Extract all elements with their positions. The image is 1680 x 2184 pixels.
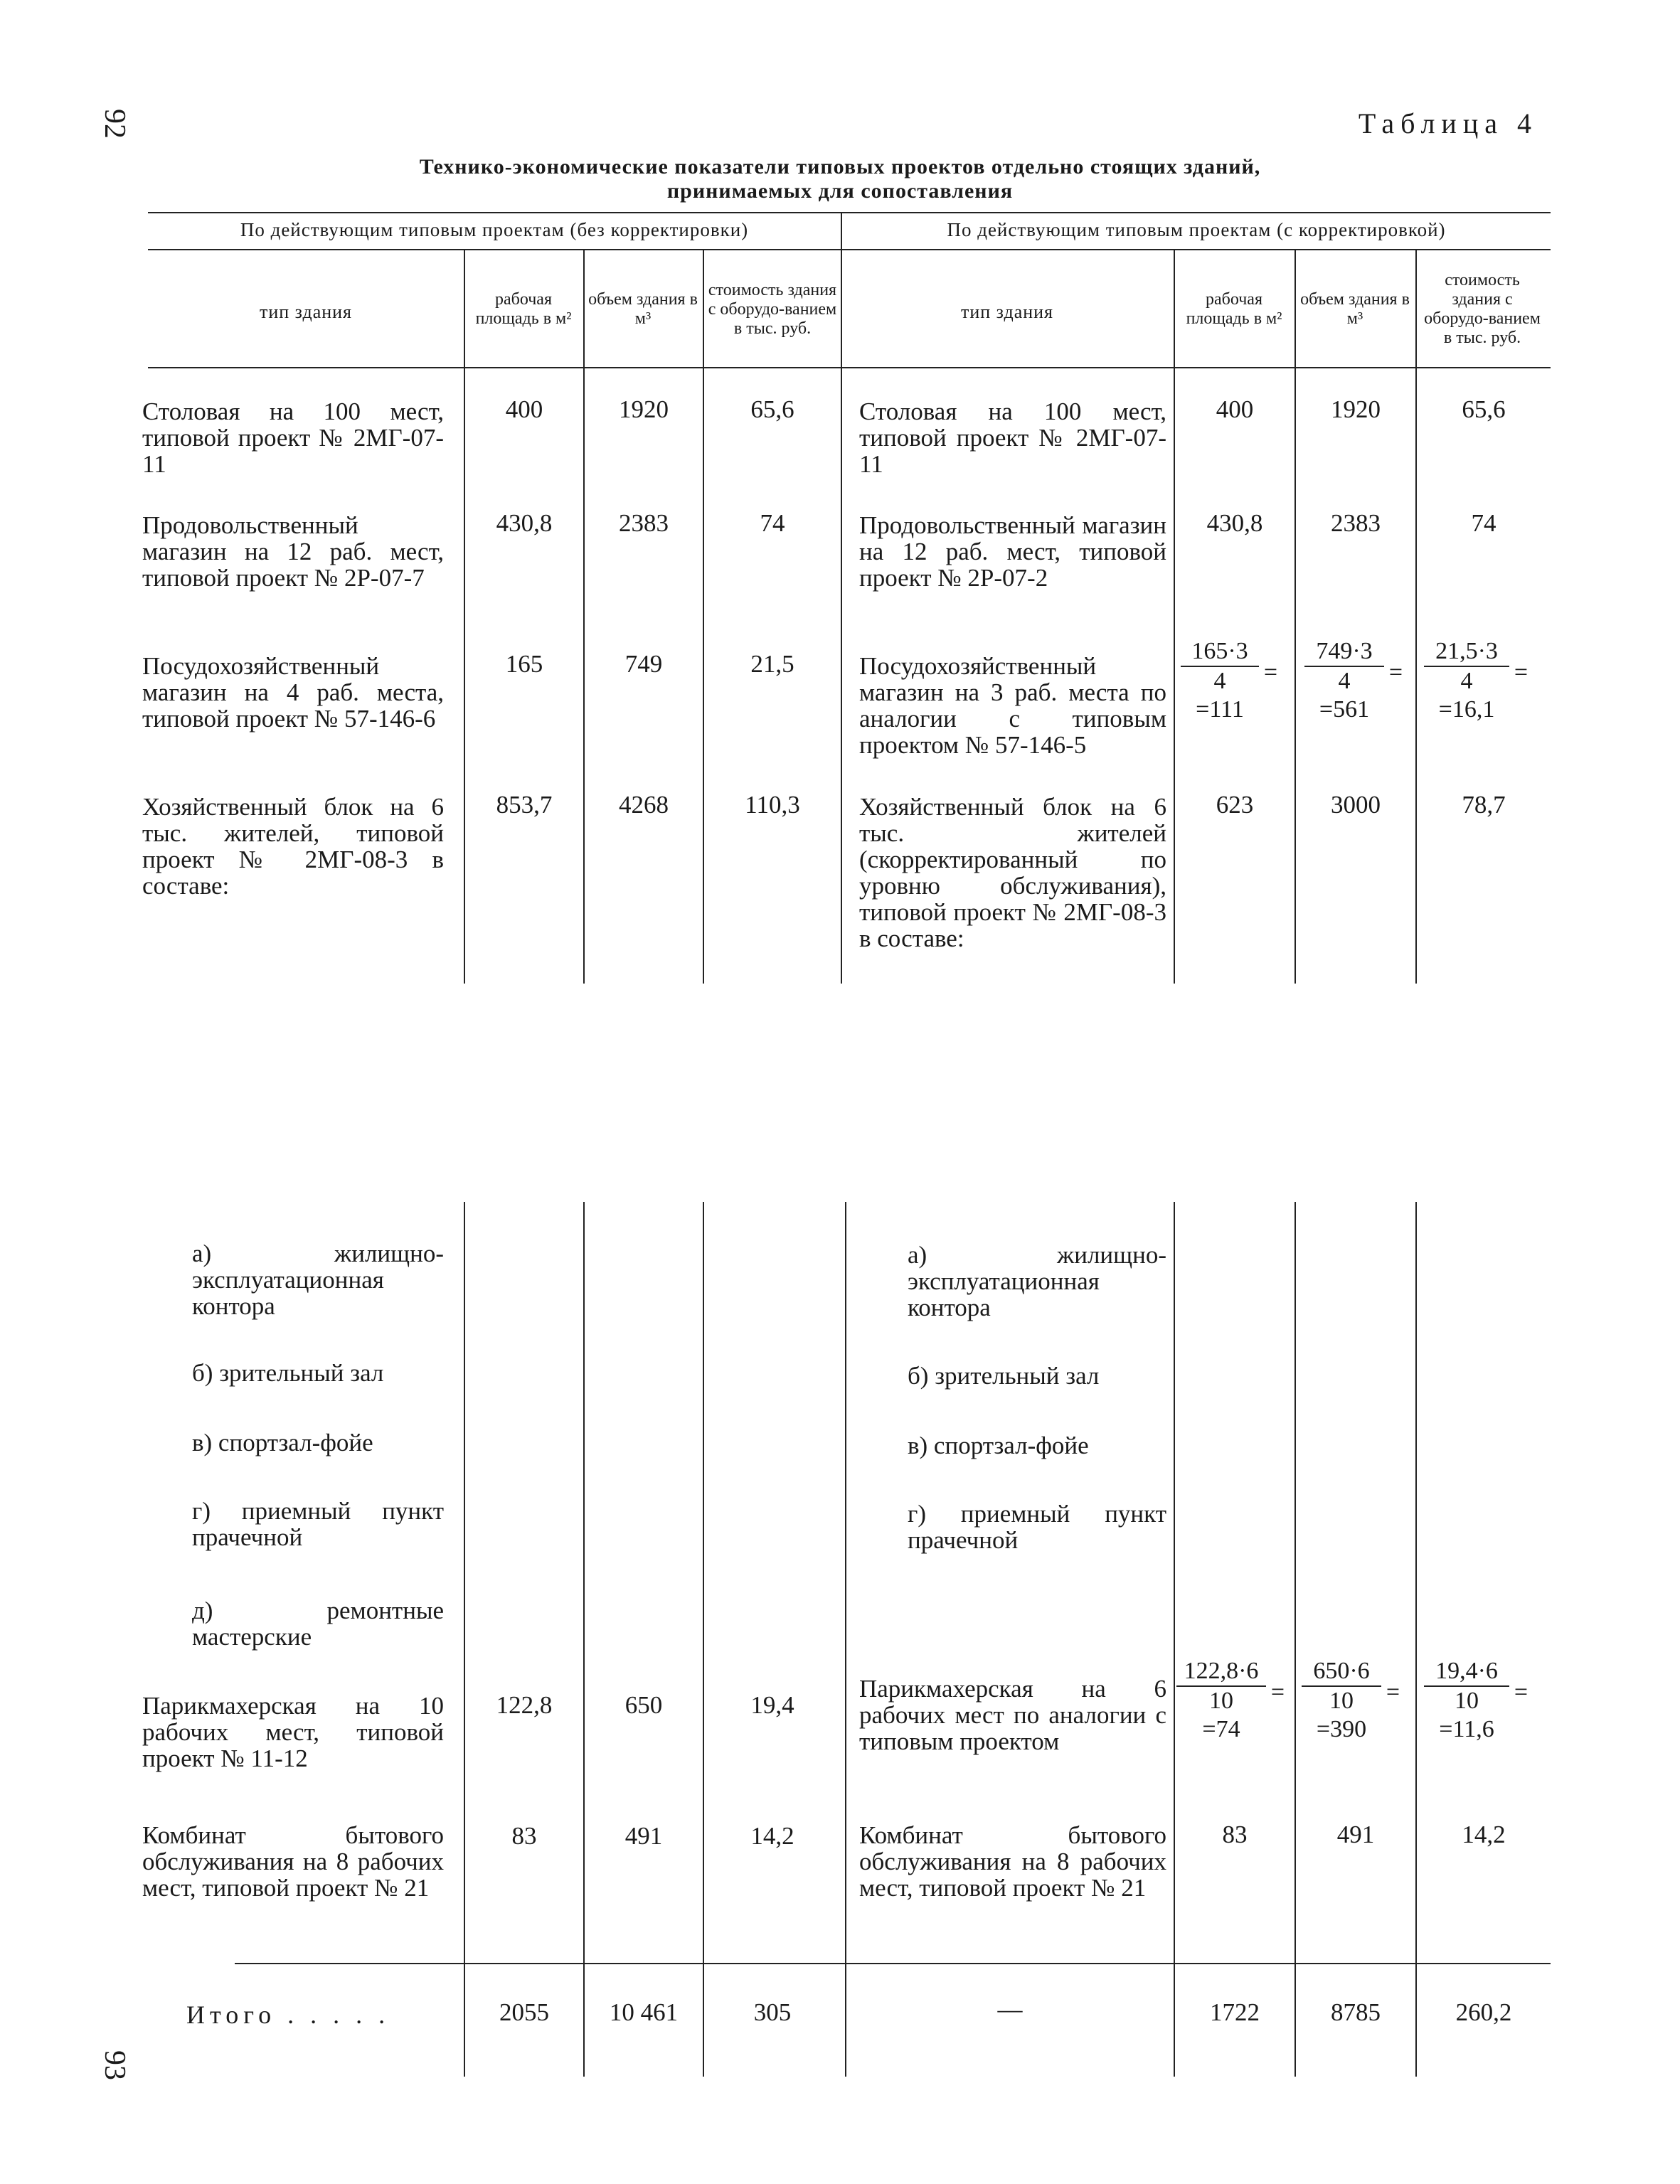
sub-left-v: в) спортзал-фойе xyxy=(192,1429,373,1456)
r5-right-volume-res: =390 xyxy=(1316,1716,1367,1742)
right-volume-header: объем здания в м³ xyxy=(1300,290,1410,328)
right-type-header: тип здания xyxy=(960,302,1054,322)
r3-left-volume: 749 xyxy=(624,650,663,678)
r4-left-volume: 4268 xyxy=(619,791,669,819)
r5-right-cost-fraction xyxy=(1424,1657,1528,1744)
r5-right-cost-res: =11,6 xyxy=(1439,1716,1494,1742)
sub-right-g: г) приемный пункт прачечной xyxy=(908,1500,1166,1554)
r5-right-volume-fraction xyxy=(1302,1657,1400,1744)
sub-right-v: в) спортзал-фойе xyxy=(908,1432,1089,1459)
r6-right-cost: 14,2 xyxy=(1462,1821,1506,1848)
r5-right-volume-eq: = xyxy=(1386,1679,1400,1705)
r5-left-volume: 650 xyxy=(624,1691,663,1719)
sub-left-b: б) зрительный зал xyxy=(192,1359,384,1387)
r6-left-volume: 491 xyxy=(624,1822,663,1850)
r3-left-area: 165 xyxy=(505,650,543,678)
r2-right-cost: 74 xyxy=(1471,509,1496,537)
r3-right-area-den: 4 xyxy=(1213,668,1226,694)
r5-right-area-fraction xyxy=(1176,1657,1285,1744)
divider-r2-lower xyxy=(1294,1202,1296,2077)
r6-left-cost: 14,2 xyxy=(750,1822,794,1850)
r5-right-area-res: =74 xyxy=(1202,1716,1240,1742)
r3-right-volume-fraction xyxy=(1304,637,1403,724)
r4-right-cost: 78,7 xyxy=(1462,791,1506,819)
rule-total xyxy=(235,1963,1551,1964)
r5-left-cost: 19,4 xyxy=(750,1691,794,1719)
r3-right-area-eq: = xyxy=(1263,659,1277,686)
divider-l1 xyxy=(464,249,465,984)
r2-right-area: 430,8 xyxy=(1206,509,1263,537)
r5-left-name: Парикмахерская на 10 рабочих мест, типовой проект № 11-12 xyxy=(142,1692,444,1772)
divider-l2 xyxy=(583,249,585,984)
divider-l1-lower xyxy=(464,1202,465,2077)
table-label: Таблица 4 xyxy=(1358,107,1538,139)
divider-center-lower xyxy=(845,1202,846,2077)
r4-right-name: Хозяйственный блок на 6 тыс. жителей (скорректированный по уровню обслуживания), типовой проект № 2МГ-08-3 в составе: xyxy=(859,793,1166,952)
r2-left-cost: 74 xyxy=(760,509,785,537)
r1-left-area: 400 xyxy=(505,395,543,423)
total-right-area: 1722 xyxy=(1210,1998,1260,2026)
table-title: Технико-экономические показатели типовых проектов отдельно стоящих зданий, xyxy=(419,155,1261,179)
divider-l2-lower xyxy=(583,1202,585,2077)
right-area-header: рабочая площадь в м² xyxy=(1186,290,1282,328)
r3-right-area-num: 165·3 xyxy=(1181,637,1259,667)
divider-r2 xyxy=(1294,249,1296,984)
r2-right-name: Продовольственный магазин на 12 раб. мест, типовой проект № 2Р-07-2 xyxy=(859,511,1166,592)
rule-top xyxy=(148,212,1551,213)
divider-r3-lower xyxy=(1415,1202,1417,2077)
page-number-bottom: 93 xyxy=(98,2050,131,2080)
divider-r3 xyxy=(1415,249,1417,984)
left-group-header: По действующим типовым проектам (без корректировки) xyxy=(240,219,749,240)
r2-right-volume: 2383 xyxy=(1331,509,1381,537)
total-left-cost: 305 xyxy=(753,1998,792,2026)
total-label: Итого . . . . . xyxy=(186,2001,390,2029)
r1-left-cost: 65,6 xyxy=(750,395,794,423)
r5-left-area: 122,8 xyxy=(496,1691,553,1719)
r3-left-cost: 21,5 xyxy=(750,650,794,678)
r6-right-area: 83 xyxy=(1222,1821,1248,1848)
r5-right-volume-num: 650·6 xyxy=(1302,1657,1381,1687)
total-right-type: — xyxy=(997,1996,1023,2023)
r3-right-cost-den: 4 xyxy=(1460,668,1473,694)
r4-left-area: 853,7 xyxy=(496,791,553,819)
total-right-volume: 8785 xyxy=(1331,1998,1381,2026)
rule-group xyxy=(148,249,1551,250)
r5-right-name: Парикмахерская на 6 рабочих мест по аналогии с типовым проектом xyxy=(859,1675,1166,1755)
r1-right-cost: 65,6 xyxy=(1462,395,1506,423)
divider-r1 xyxy=(1174,249,1175,984)
sub-right-a: а) жилищно-эксплуатационная контора xyxy=(908,1241,1166,1321)
r4-right-area: 623 xyxy=(1216,791,1254,819)
r1-left-name: Столовая на 100 мест, типовой проект № 2МГ-07-11 xyxy=(142,398,444,478)
r6-left-area: 83 xyxy=(511,1822,537,1850)
total-left-area: 2055 xyxy=(499,1998,549,2026)
total-left-volume: 10 461 xyxy=(609,1998,679,2026)
r6-right-volume: 491 xyxy=(1336,1821,1375,1848)
r1-right-volume: 1920 xyxy=(1331,395,1381,423)
divider-r1-lower xyxy=(1174,1202,1175,2077)
r3-right-area-fraction xyxy=(1181,637,1277,724)
r3-right-cost-num: 21,5·3 xyxy=(1424,637,1509,667)
r5-right-volume-den: 10 xyxy=(1329,1688,1354,1714)
left-volume-header: объем здания в м³ xyxy=(588,290,698,328)
r5-right-cost-eq: = xyxy=(1514,1679,1528,1705)
r3-right-cost-res: =16,1 xyxy=(1438,696,1495,723)
r3-right-volume-den: 4 xyxy=(1338,668,1351,694)
sub-right-b: б) зрительный зал xyxy=(908,1362,1100,1390)
r3-right-volume-res: =561 xyxy=(1319,696,1370,723)
table-subtitle: принимаемых для сопоставления xyxy=(666,179,1014,203)
r3-right-cost-fraction xyxy=(1424,637,1528,724)
r5-right-cost-den: 10 xyxy=(1455,1688,1479,1714)
sub-left-a: а) жилищно-эксплуатационная контора xyxy=(192,1240,444,1320)
r1-right-name: Столовая на 100 мест, типовой проект № 2МГ-07-11 xyxy=(859,398,1166,478)
sub-left-d: д) ремонтные мастерские xyxy=(192,1597,444,1651)
r4-left-cost: 110,3 xyxy=(745,791,800,819)
left-area-header: рабочая площадь в м² xyxy=(475,290,572,328)
r5-right-area-num: 122,8·6 xyxy=(1176,1657,1266,1687)
right-cost-header: стоимость здания с оборудо-ванием в тыс. руб. xyxy=(1424,271,1541,347)
right-group-header: По действующим типовым проектам (с корректировкой) xyxy=(947,219,1446,240)
left-cost-header: стоимость здания с оборудо-ванием в тыс. руб. xyxy=(708,280,837,338)
r1-right-area: 400 xyxy=(1216,395,1254,423)
r6-right-name: Комбинат бытового обслуживания на 8 рабочих мест, типовой проект № 21 xyxy=(859,1821,1166,1902)
left-type-header: тип здания xyxy=(259,302,353,322)
r6-left-name: Комбинат бытового обслуживания на 8 рабочих мест, типовой проект № 21 xyxy=(142,1821,444,1902)
page-number-top: 92 xyxy=(98,109,131,139)
r5-right-area-den: 10 xyxy=(1209,1688,1233,1714)
r3-right-name: Посудохозяйственный магазин на 3 раб. места по аналогии с типовым проектом № 57-146-5 xyxy=(859,652,1166,759)
r1-left-volume: 1920 xyxy=(619,395,669,423)
r4-left-name: Хозяйственный блок на 6 тыс. жителей, типовой проект № 2МГ-08-3 в составе: xyxy=(142,793,444,900)
divider-center xyxy=(841,212,842,984)
total-right-cost: 260,2 xyxy=(1455,1998,1512,2026)
r2-left-volume: 2383 xyxy=(619,509,669,537)
r2-left-name: Продовольственный магазин на 12 раб. мест, типовой проект № 2Р-07-7 xyxy=(142,511,444,592)
divider-l3-lower xyxy=(703,1202,704,2077)
r3-right-cost-eq: = xyxy=(1514,659,1528,686)
rule-header xyxy=(148,367,1551,368)
r3-right-area-res: =111 xyxy=(1196,696,1244,723)
r3-left-name: Посудохозяйственный магазин на 4 раб. места, типовой проект № 57-146-6 xyxy=(142,652,444,733)
r5-right-cost-num: 19,4·6 xyxy=(1424,1657,1509,1687)
r4-right-volume: 3000 xyxy=(1331,791,1381,819)
r2-left-area: 430,8 xyxy=(496,509,553,537)
r3-right-volume-eq: = xyxy=(1388,659,1403,686)
sub-left-g: г) приемный пункт прачечной xyxy=(192,1497,444,1551)
r5-right-area-eq: = xyxy=(1270,1679,1285,1705)
r3-right-volume-num: 749·3 xyxy=(1304,637,1384,667)
divider-l3 xyxy=(703,249,704,984)
